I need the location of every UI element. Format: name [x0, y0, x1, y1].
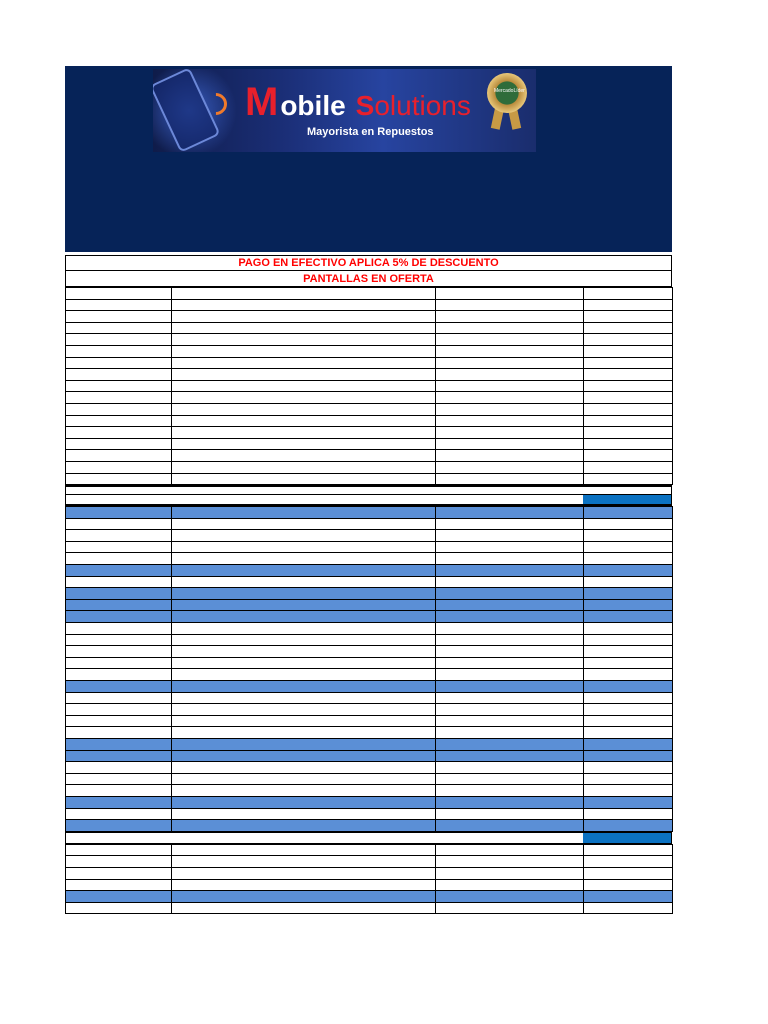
table-cell: [584, 902, 673, 914]
table-cell: [584, 530, 673, 542]
table-cell: [66, 438, 172, 450]
table-cell: [66, 288, 172, 300]
table-cell: [172, 715, 436, 727]
product-table: [65, 506, 673, 832]
table-cell: [436, 565, 584, 577]
table-cell: [584, 634, 673, 646]
table-cell: [436, 681, 584, 693]
table-row: [66, 553, 673, 565]
table-cell: [172, 856, 436, 868]
table-cell: [66, 518, 172, 530]
table-cell: [172, 681, 436, 693]
table-cell: [436, 599, 584, 611]
brand-logo: [153, 69, 536, 152]
table-cell: [172, 450, 436, 462]
table-cell: [172, 473, 436, 485]
table-cell: [172, 704, 436, 716]
table-cell: [172, 553, 436, 565]
table-cell: [172, 867, 436, 879]
table-cell: [66, 785, 172, 797]
table-row: [66, 879, 673, 891]
table-row: [66, 427, 673, 439]
table-cell: [172, 623, 436, 635]
table-cell: [172, 461, 436, 473]
section-header: [65, 494, 672, 506]
table-cell: [436, 623, 584, 635]
table-cell: [436, 856, 584, 868]
table-cell: [172, 334, 436, 346]
table-cell: [436, 785, 584, 797]
table-cell: [584, 867, 673, 879]
table-cell: [66, 856, 172, 868]
table-cell: [172, 902, 436, 914]
table-row: [66, 692, 673, 704]
table-cell: [436, 669, 584, 681]
table-cell: [584, 541, 673, 553]
table-cell: [66, 322, 172, 334]
table-cell: [584, 844, 673, 856]
table-cell: [436, 288, 584, 300]
table-cell: [172, 565, 436, 577]
table-cell: [584, 334, 673, 346]
table-row: [66, 588, 673, 600]
table-row: [66, 646, 673, 658]
table-cell: [436, 541, 584, 553]
table-cell: [66, 867, 172, 879]
table-cell: [172, 808, 436, 820]
table-cell: [584, 623, 673, 635]
table-row: [66, 796, 673, 808]
offer-notice: PANTALLAS EN OFERTA: [65, 271, 672, 287]
table-row: [66, 715, 673, 727]
discount-notice: PAGO EN EFECTIVO APLICA 5% DE DESCUENTO: [65, 255, 672, 271]
table-row: [66, 634, 673, 646]
table-row: [66, 820, 673, 832]
table-row: [66, 750, 673, 762]
table-cell: [584, 380, 673, 392]
table-cell: [172, 299, 436, 311]
table-cell: [584, 369, 673, 381]
table-cell: [172, 530, 436, 542]
table-cell: [436, 657, 584, 669]
table-cell: [66, 553, 172, 565]
table-row: [66, 311, 673, 323]
table-cell: [584, 820, 673, 832]
table-cell: [436, 345, 584, 357]
table-cell: [436, 738, 584, 750]
table-cell: [172, 369, 436, 381]
table-cell: [584, 669, 673, 681]
table-row: [66, 785, 673, 797]
table-cell: [436, 392, 584, 404]
table-cell: [172, 785, 436, 797]
table-row: [66, 681, 673, 693]
table-cell: [436, 727, 584, 739]
table-cell: [584, 750, 673, 762]
table-cell: [172, 762, 436, 774]
table-cell: [66, 450, 172, 462]
table-row: [66, 773, 673, 785]
table-cell: [66, 808, 172, 820]
table-cell: [436, 553, 584, 565]
table-row: [66, 357, 673, 369]
table-cell: [66, 704, 172, 716]
table-cell: [66, 345, 172, 357]
table-cell: [66, 473, 172, 485]
table-cell: [172, 692, 436, 704]
table-row: [66, 473, 673, 485]
table-cell: [584, 345, 673, 357]
table-cell: [172, 599, 436, 611]
table-cell: [66, 715, 172, 727]
table-cell: [66, 588, 172, 600]
table-cell: [66, 427, 172, 439]
table-cell: [172, 288, 436, 300]
table-row: [66, 369, 673, 381]
table-cell: [172, 773, 436, 785]
table-cell: [436, 891, 584, 903]
table-cell: [584, 773, 673, 785]
table-cell: [584, 785, 673, 797]
section-divider: [65, 485, 672, 494]
table-cell: [66, 796, 172, 808]
table-cell: [66, 669, 172, 681]
table-cell: [436, 902, 584, 914]
table-cell: [584, 415, 673, 427]
table-cell: [584, 891, 673, 903]
table-cell: [436, 461, 584, 473]
table-row: [66, 565, 673, 577]
section-header-accent: [583, 833, 671, 843]
table-cell: [436, 808, 584, 820]
table-row: [66, 657, 673, 669]
table-cell: [172, 576, 436, 588]
table-cell: [172, 750, 436, 762]
table-cell: [66, 403, 172, 415]
table-row: [66, 891, 673, 903]
table-cell: [436, 403, 584, 415]
table-cell: [66, 646, 172, 658]
table-cell: [436, 820, 584, 832]
table-cell: [66, 879, 172, 891]
table-cell: [436, 762, 584, 774]
table-row: [66, 704, 673, 716]
table-cell: [172, 727, 436, 739]
table-cell: [66, 657, 172, 669]
table-cell: [66, 820, 172, 832]
table-row: [66, 576, 673, 588]
table-cell: [66, 541, 172, 553]
table-row: [66, 415, 673, 427]
table-cell: [584, 738, 673, 750]
section-header: [65, 832, 672, 844]
table-cell: [584, 856, 673, 868]
award-badge-icon: MercadoLíder: [487, 73, 527, 113]
table-cell: [584, 565, 673, 577]
header-banner: [65, 66, 672, 252]
table-cell: [66, 392, 172, 404]
table-cell: [172, 322, 436, 334]
table-cell: [584, 704, 673, 716]
table-cell: [584, 611, 673, 623]
table-cell: [584, 681, 673, 693]
table-cell: [436, 715, 584, 727]
table-cell: [66, 611, 172, 623]
table-row: [66, 345, 673, 357]
table-cell: [436, 750, 584, 762]
table-cell: [584, 518, 673, 530]
table-cell: [436, 311, 584, 323]
table-cell: [172, 427, 436, 439]
table-cell: [66, 773, 172, 785]
table-row: [66, 380, 673, 392]
table-cell: [436, 438, 584, 450]
table-cell: [436, 380, 584, 392]
offer-table: [65, 287, 673, 485]
table-cell: [584, 288, 673, 300]
table-cell: [66, 576, 172, 588]
table-cell: [66, 750, 172, 762]
table-cell: [172, 879, 436, 891]
table-row: [66, 727, 673, 739]
table-cell: [172, 588, 436, 600]
table-cell: [584, 403, 673, 415]
table-cell: [436, 646, 584, 658]
table-cell: [66, 891, 172, 903]
table-cell: [584, 576, 673, 588]
table-cell: [66, 902, 172, 914]
table-cell: [66, 461, 172, 473]
table-cell: [172, 796, 436, 808]
table-cell: [66, 299, 172, 311]
table-cell: [436, 299, 584, 311]
table-cell: [436, 588, 584, 600]
table-cell: [584, 588, 673, 600]
table-cell: [436, 611, 584, 623]
table-row: [66, 530, 673, 542]
table-cell: [436, 415, 584, 427]
table-row: [66, 334, 673, 346]
table-cell: [66, 762, 172, 774]
table-row: [66, 669, 673, 681]
table-cell: [584, 808, 673, 820]
table-cell: [436, 704, 584, 716]
table-cell: [436, 334, 584, 346]
table-cell: [66, 380, 172, 392]
table-cell: [172, 438, 436, 450]
table-cell: [436, 357, 584, 369]
table-cell: [584, 461, 673, 473]
table-cell: [436, 692, 584, 704]
table-row: [66, 541, 673, 553]
table-cell: [172, 380, 436, 392]
table-cell: [66, 507, 172, 519]
table-cell: [436, 322, 584, 334]
table-cell: [66, 623, 172, 635]
table-cell: [66, 692, 172, 704]
table-cell: [66, 844, 172, 856]
table-cell: [584, 357, 673, 369]
table-cell: [172, 844, 436, 856]
table-cell: [172, 646, 436, 658]
table-cell: [66, 415, 172, 427]
table-cell: [172, 634, 436, 646]
table-row: [66, 611, 673, 623]
table-cell: [436, 507, 584, 519]
table-cell: [436, 576, 584, 588]
table-cell: [584, 311, 673, 323]
table-cell: [436, 634, 584, 646]
table-cell: [172, 738, 436, 750]
table-cell: [584, 727, 673, 739]
table-row: [66, 322, 673, 334]
table-cell: [584, 599, 673, 611]
table-cell: [436, 867, 584, 879]
table-row: [66, 461, 673, 473]
table-cell: [436, 530, 584, 542]
table-cell: [172, 611, 436, 623]
table-row: [66, 392, 673, 404]
table-cell: [66, 565, 172, 577]
table-cell: [172, 669, 436, 681]
table-row: [66, 599, 673, 611]
table-row: [66, 844, 673, 856]
table-cell: [172, 357, 436, 369]
table-cell: [436, 427, 584, 439]
table-cell: [172, 311, 436, 323]
table-cell: [66, 334, 172, 346]
table-cell: [584, 657, 673, 669]
table-row: [66, 450, 673, 462]
table-cell: [584, 450, 673, 462]
table-cell: [172, 403, 436, 415]
table-cell: [584, 715, 673, 727]
table-row: [66, 867, 673, 879]
table-cell: [436, 796, 584, 808]
table-row: [66, 902, 673, 914]
table-cell: [584, 473, 673, 485]
table-cell: [172, 518, 436, 530]
table-cell: [584, 299, 673, 311]
table-cell: [584, 427, 673, 439]
table-cell: [66, 738, 172, 750]
table-cell: [584, 796, 673, 808]
table-cell: [66, 369, 172, 381]
table-row: [66, 738, 673, 750]
table-row: [66, 518, 673, 530]
product-table: [65, 844, 673, 915]
brand-name: M obile S olutions: [245, 80, 471, 124]
table-row: [66, 623, 673, 635]
table-cell: [436, 879, 584, 891]
table-row: [66, 856, 673, 868]
table-cell: [66, 634, 172, 646]
table-cell: [172, 345, 436, 357]
table-cell: [584, 646, 673, 658]
table-row: [66, 808, 673, 820]
table-row: [66, 438, 673, 450]
table-row: [66, 507, 673, 519]
table-row: [66, 299, 673, 311]
table-cell: [66, 727, 172, 739]
table-cell: [172, 820, 436, 832]
table-cell: [66, 357, 172, 369]
table-cell: [584, 692, 673, 704]
table-cell: [436, 773, 584, 785]
table-cell: [172, 657, 436, 669]
table-cell: [584, 553, 673, 565]
table-cell: [172, 507, 436, 519]
table-cell: [66, 311, 172, 323]
table-cell: [172, 541, 436, 553]
table-row: [66, 762, 673, 774]
table-cell: [584, 392, 673, 404]
table-cell: [584, 879, 673, 891]
table-cell: [436, 369, 584, 381]
table-cell: [66, 681, 172, 693]
table-cell: [66, 530, 172, 542]
table-cell: [172, 415, 436, 427]
table-cell: [584, 322, 673, 334]
table-cell: [172, 392, 436, 404]
table-cell: [584, 762, 673, 774]
brand-tagline: Mayorista en Repuestos: [307, 126, 434, 138]
table-cell: [436, 518, 584, 530]
table-row: [66, 288, 673, 300]
table-cell: [436, 844, 584, 856]
table-row: [66, 403, 673, 415]
price-sheet: [65, 66, 672, 914]
table-cell: [66, 599, 172, 611]
table-cell: [584, 507, 673, 519]
section-header-accent: [583, 495, 671, 504]
table-cell: [584, 438, 673, 450]
table-cell: [436, 450, 584, 462]
table-cell: [436, 473, 584, 485]
table-cell: [172, 891, 436, 903]
